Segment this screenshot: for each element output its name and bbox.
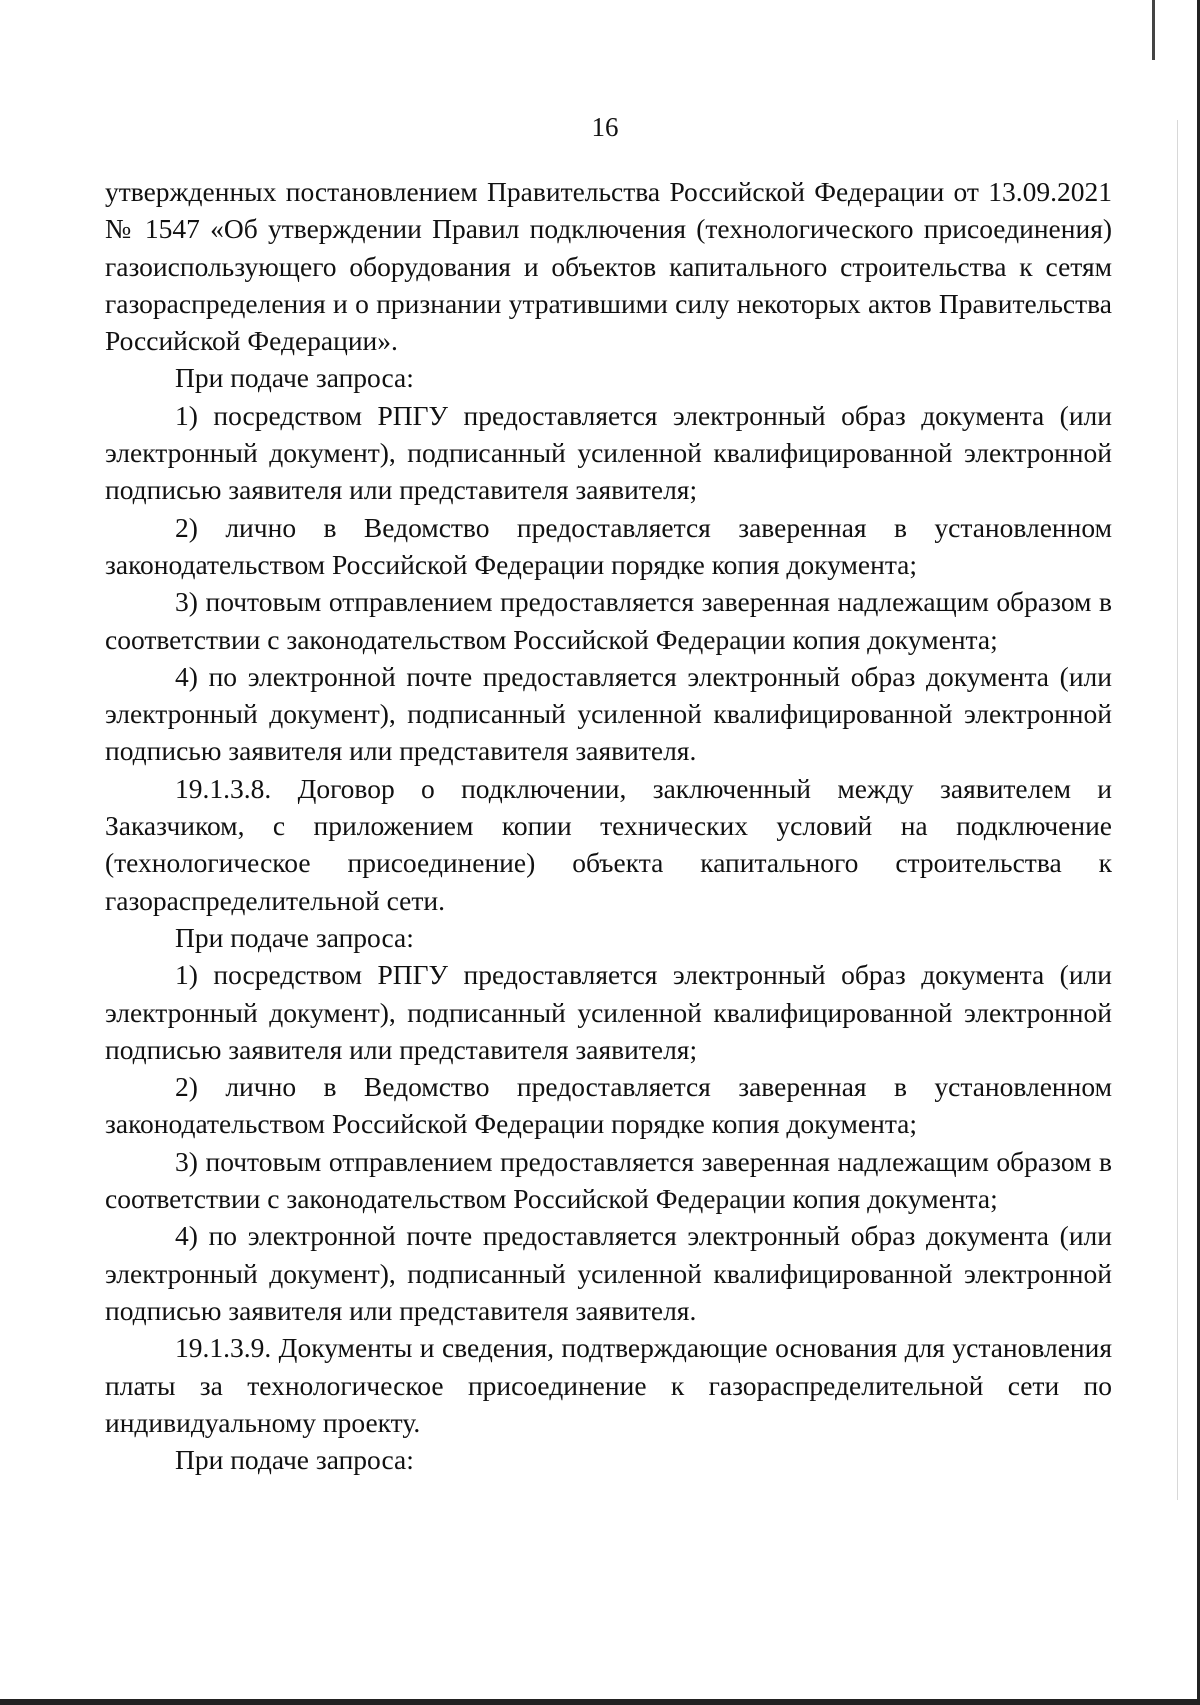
paragraph: утвержденных постановлением Правительства Российской Федерации от 13.09.2021 № 1547 «Об утверждении Правил подключения (технологического присоединения) газоиспользующего оборудования и объектов капитального строительства к сетям газораспределения и о признании утратившими силу некоторых актов Правительства Российской Федерации». xyxy=(105,176,1112,357)
document-body xyxy=(105,173,1112,1478)
paragraph: При подаче запроса: xyxy=(175,1444,414,1476)
section-paragraph: 19.1.3.8. Договор о подключении, заключенный между заявителем и Заказчиком, с приложением копии технических условий на подключение (технологическое присоединение) объекта капитального строительства к газораспределительной сети. xyxy=(105,772,1112,916)
list-item: 1) посредством РПГУ предоставляется электронный образ документа (или электронный документ), подписанный усиленной квалифицированной электронной подписью заявителя или представителя заявителя; xyxy=(105,399,1112,506)
list-item: 2) лично в Ведомство предоставляется заверенная в установленном законодательством Российской Федерации порядке копия документа; xyxy=(105,1071,1112,1140)
list-item: 1) посредством РПГУ предоставляется электронный образ документа (или электронный документ), подписанный усиленной квалифицированной электронной подписью заявителя или представителя заявителя; xyxy=(105,959,1112,1065)
paragraph: При подаче запроса: xyxy=(175,921,414,953)
scan-margin-line xyxy=(1177,120,1178,1500)
paragraph: При подаче запроса: xyxy=(175,362,414,394)
list-item: 2) лично в Ведомство предоставляется заверенная в установленном законодательством Российской Федерации порядке копия документа; xyxy=(105,511,1112,580)
scan-border-bottom xyxy=(0,1699,1200,1705)
list-item: 3) почтовым отправлением предоставляется заверенная надлежащим образом в соответствии с законодательством Российской Федерации копия документа; xyxy=(105,586,1112,655)
list-item: 4) по электронной почте предоставляется электронный образ документа (или электронный документ), подписанный усиленной квалифицированной электронной подписью заявителя или представителя заявителя. xyxy=(105,660,1112,767)
list-item: 3) почтовым отправлением предоставляется заверенная надлежащим образом в соответствии с законодательством Российской Федерации копия документа; xyxy=(105,1145,1112,1215)
page-number: 16 xyxy=(591,112,619,142)
scan-border-mark xyxy=(1152,0,1155,60)
list-item: 4) по электронной почте предоставляется электронный образ документа (или электронный документ), подписанный усиленной квалифицированной электронной подписью заявителя или представителя заявителя. xyxy=(105,1220,1112,1326)
section-paragraph: 19.1.3.9. Документы и сведения, подтверждающие основания для установления платы за технологическое присоединение к газораспределительной сети по индивидуальному проекту. xyxy=(105,1332,1112,1438)
